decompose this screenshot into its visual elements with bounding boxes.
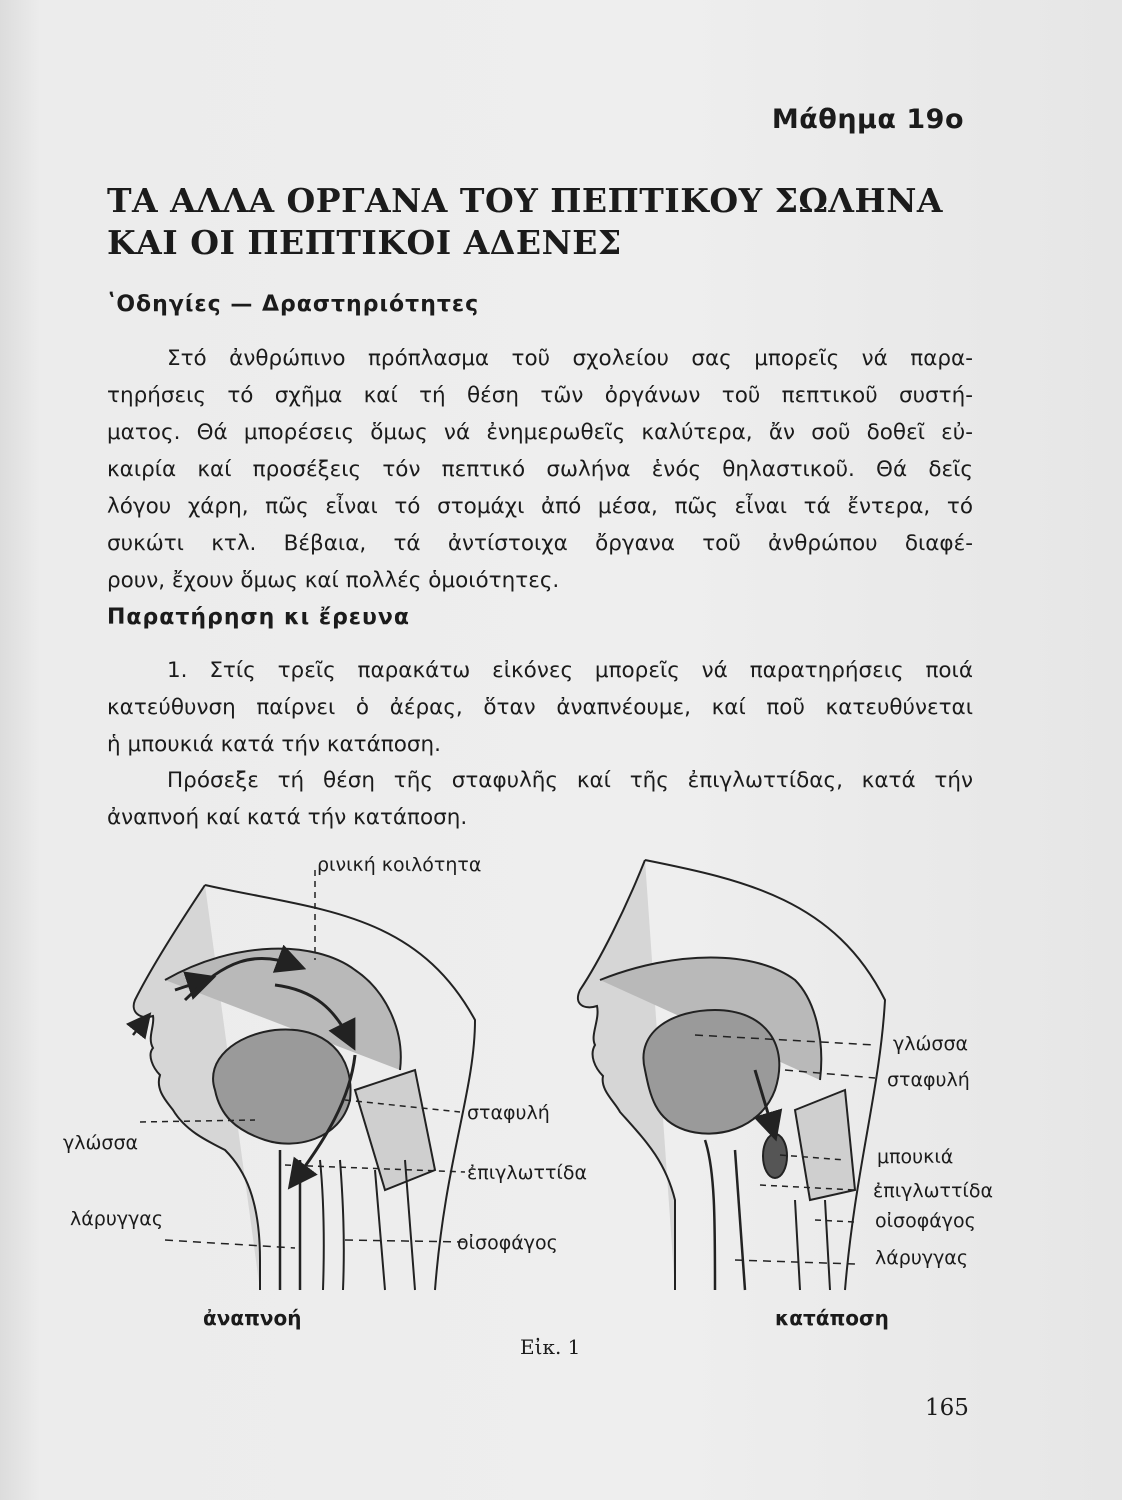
text-line: συκώτι κτλ. Βέβαια, τά ἀντίστοιχα ὄργανα τοῦ ἀνθρώπου διαφέ- <box>107 531 973 556</box>
text-line: Πρόσεξε τή θέση τῆς σταφυλῆς καί τῆς ἐπιγλωττίδας, κατά τήν <box>167 768 973 793</box>
anatomy-figure <box>55 840 1055 1340</box>
label-esophagus-right: οἰσοφάγος <box>875 1210 976 1232</box>
lesson-number: Μάθημα 19ο <box>771 104 964 135</box>
text-line: λόγου χάρη, πῶς εἶναι τό στομάχι ἀπό μέσα, πῶς εἶναι τά ἔντερα, τό <box>107 494 973 519</box>
breathing-diagram <box>133 870 475 1290</box>
title-line-2: ΚΑΙ ΟΙ ΠΕΠΤΙΚΟΙ ΑΔΕΝΕΣ <box>107 223 622 262</box>
figure-label: Εἰκ. 1 <box>520 1335 581 1359</box>
label-nasal-cavity: ρινική κοιλότητα <box>317 854 482 876</box>
page-number: 165 <box>925 1395 969 1421</box>
text-line: ἀναπνοή καί κατά τήν κατάποση. <box>107 805 468 830</box>
caption-swallowing: κατάποση <box>775 1306 889 1330</box>
text-line: 1. Στίς τρεῖς παρακάτω εἰκόνες μπορεῖς νά παρατηρήσεις ποιά <box>167 658 973 683</box>
label-larynx-right: λάρυγγας <box>875 1247 968 1269</box>
caption-breathing: ἀναπνοή <box>203 1306 302 1330</box>
text-line: τηρήσεις τό σχῆμα καί τή θέση τῶν ὀργάνων τοῦ πεπτικοῦ συστή- <box>107 383 973 408</box>
text-line: ρουν, ἔχουν ὅμως καί πολλές ὁμοιότητες. <box>107 568 560 593</box>
section-heading-observation: Παρατήρηση κι ἔρευνα <box>107 605 411 630</box>
instructions-paragraph <box>107 340 973 599</box>
title-line-1: ΤΑ ΑΛΛΑ ΟΡΓΑΝΑ ΤΟΥ ΠΕΠΤΙΚΟΥ ΣΩΛΗΝΑ <box>107 181 943 220</box>
page-title <box>107 180 967 264</box>
text-line: κατεύθυνση παίρνει ὁ ἀέρας, ὅταν ἀναπνέουμε, καί ποῦ κατευθύνεται <box>107 695 973 720</box>
text-line: καιρία καί προσέξεις τόν πεπτικό σωλήνα ἑνός θηλαστικοῦ. Θά δεῖς <box>107 457 973 482</box>
label-larynx-left: λάρυγγας <box>70 1208 163 1230</box>
label-uvula-right: σταφυλή <box>887 1069 970 1091</box>
label-uvula-left: σταφυλή <box>467 1102 550 1124</box>
label-tongue-left: γλώσσα <box>63 1132 139 1154</box>
text-line: ἡ μπουκιά κατά τήν κατάποση. <box>107 732 441 757</box>
observation-paragraph-2 <box>107 762 973 836</box>
swallowing-diagram <box>578 860 885 1290</box>
label-esophagus-left: οἰσοφάγος <box>457 1232 558 1254</box>
observation-paragraph-1 <box>107 652 973 763</box>
text-line: Στό ἀνθρώπινο πρόπλασμα τοῦ σχολείου σας μπορεῖς νά παρα- <box>167 346 973 371</box>
label-epiglottis-right: ἐπιγλωττίδα <box>873 1180 993 1202</box>
text-line: ματος. Θά μπορέσεις ὅμως νά ἐνημερωθεῖς καλύτερα, ἄν σοῦ δοθεῖ εὐ- <box>107 420 973 445</box>
label-bolus: μπουκιά <box>877 1146 954 1168</box>
label-tongue-right: γλώσσα <box>893 1033 969 1055</box>
label-epiglottis-left: ἐπιγλωττίδα <box>467 1162 587 1184</box>
section-heading-instructions: ʽΟδηγίες — Δραστηριότητες <box>107 292 480 317</box>
